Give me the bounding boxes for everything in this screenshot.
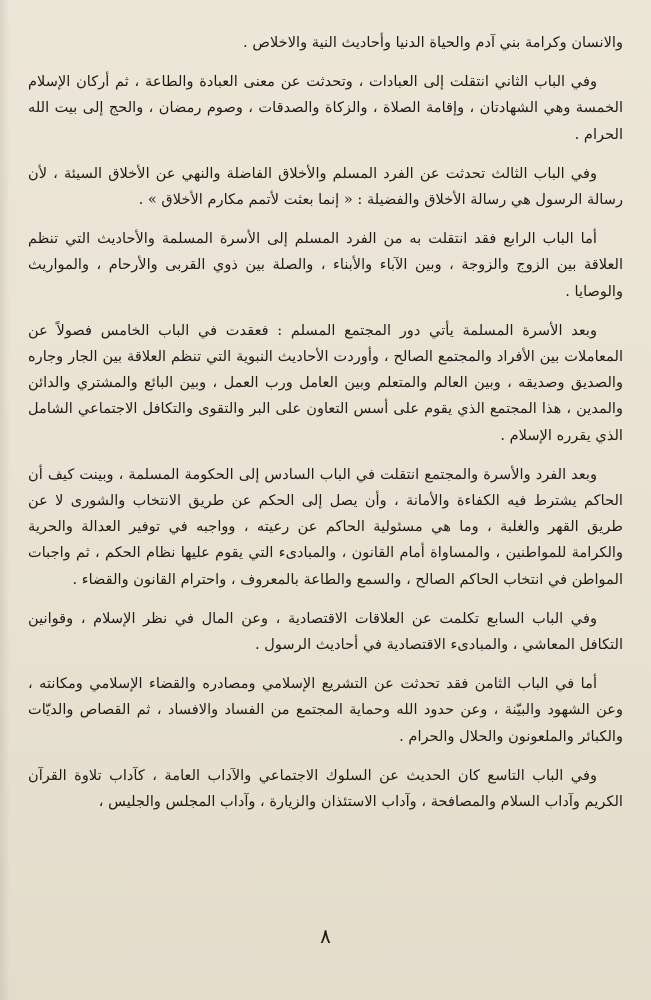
paragraph-8: أما في الباب الثامن فقد تحدثت عن التشريع الإسلامي ومصادره والقضاء الإسلامي ومكانته ، وعن الشهود والبيّنة ، وعن حدود الله وحماية المجتمع من الفساد والافساد ، ثم القصاص والديّات والكبائر والملعونون والحلال والحرام .	[28, 675, 623, 745]
paragraph-4: أما الباب الرابع فقد انتقلت به من الفرد المسلم إلى الأسرة المسلمة والأحاديث التي تنظم العلاقة بين الزوج والزوجة ، وبين الآباء والأبناء ، والصلة بين ذوي القربى والأرحام ، والمواريث والوصايا .	[28, 230, 623, 300]
paragraph-7: وفي الباب السابع تكلمت عن العلاقات الاقتصادية ، وعن المال في نظر الإسلام ، وقوانين التكافل المعاشي ، والمبادىء الاقتصادية في أحاديث الرسول .	[28, 609, 623, 654]
paragraph-5: وبعد الأسرة المسلمة يأتي دور المجتمع المسلم : فعقدت في الباب الخامس فصولاً عن المعاملات بين الأفراد والمجتمع الصالح ، وأوردت الأحاديث النبوية التي تنظم العلاقة بين الجار وجاره والصديق وصديقه ، وبين العالم والمتعلم وبين العامل ورب العمل ، وبين البائع والمشتري والدائن والمدين ، هذا المجتمع الذي يقوم على أسس التعاون على البر والتقوى والتكافل الاجتماعي الشامل الذي يقرره الإسلام .	[28, 321, 623, 444]
paragraph-3: وفي الباب الثالث تحدثت عن الفرد المسلم والأخلاق الفاضلة والنهي عن الأخلاق السيئة ، لأن رسالة الرسول هي رسالة الأخلاق والفضيلة : « إنما بعثت لأتمم مكارم الأخلاق » .	[28, 164, 623, 209]
page-number: ٨	[320, 924, 331, 948]
paragraph-6: وبعد الفرد والأسرة والمجتمع انتقلت في الباب السادس إلى الحكومة المسلمة ، وبينت كيف أن الحاكم يشترط فيه الكفاءة والأمانة ، وأن يصل إلى الحكم عن طريق الانتخاب والشورى لا عن طريق القهر والغلبة ، وما هي مسئولية الحاكم عن رعيته ، وواجبه في توفير العدالة والحرية والكرامة للمواطنين ، والمساواة أمام القانون ، والمبادىء التي يقوم عليها نظام الحكم ، ثم واجبات المواطن في انتخاب الحاكم الصالح ، والسمع والطاعة بالمعروف ، واحترام القانون والقضاء .	[28, 465, 623, 588]
paragraph-2: وفي الباب الثاني انتقلت إلى العبادات ، وتحدثت عن معنى العبادة والطاعة ، ثم أركان الإسلام الخمسة وهي الشهادتان ، وإقامة الصلاة ، والزكاة والصدقات ، وصوم رمضان ، والحج إلى بيت الله الحرام .	[28, 73, 623, 143]
body-text	[28, 30, 623, 828]
page-edge-shadow	[0, 0, 10, 1000]
paragraph-9: وفي الباب التاسع كان الحديث عن السلوك الاجتماعي والآداب العامة ، كآداب تلاوة القرآن الكريم وآداب السلام والمصافحة ، وآداب الاستئذان والزيارة ، وآداب المجلس والجليس ،	[28, 766, 623, 811]
paragraph-1: والانسان وكرامة بني آدم والحياة الدنيا وأحاديث النية والاخلاص .	[243, 34, 623, 51]
